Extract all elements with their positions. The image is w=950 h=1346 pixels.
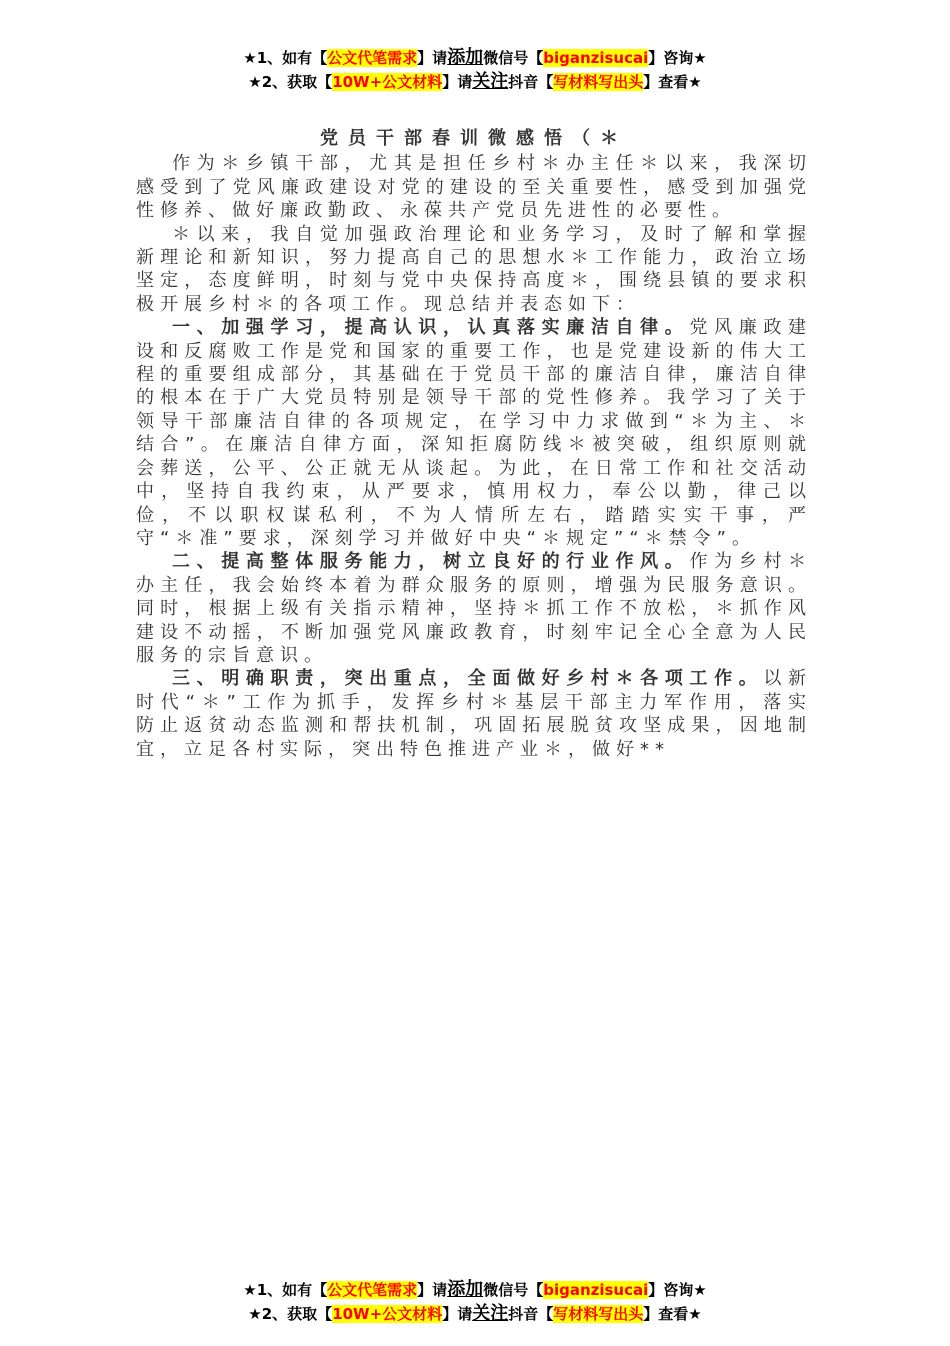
- banner-line-1: ★1、如有【公文代笔需求】请添加微信号【biganzisucai】咨询★: [243, 47, 707, 68]
- footer-line-2: ★2、获取【10W+公文材料】请关注抖音【写材料写出头】查看★: [248, 1303, 702, 1324]
- section-heading-1: 一、加强学习，提高认识，认真落实廉洁自律。: [172, 317, 690, 339]
- footer-line-1: ★1、如有【公文代笔需求】请添加微信号【biganzisucai】咨询★: [243, 1279, 707, 1300]
- paragraph-section-2: 二、提高整体服务能力，树立良好的行业作风。作为乡村＊办主任，我会始终本着为群众服务的原则，增强为民服务意识。同时，根据上级有关指示精神，坚持＊抓工作不放松，＊抓作风建设不动摇，不断加强党风廉政教育，时刻牢记全心全意为人民服务的宗旨意识。: [136, 551, 813, 666]
- document-title: 党员干部春训微感悟（＊: [320, 128, 628, 149]
- highlight-materials: 10W+公文材料: [332, 73, 443, 91]
- section-heading-2: 二、提高整体服务能力，树立良好的行业作风。: [172, 551, 690, 573]
- paragraph-intro: 作为＊乡镇干部，尤其是担任乡村＊办主任＊以来，我深切感受到了党风廉政建设对党的建设的至关重要性，感受到加强党性修养、做好廉政勤政、永葆共产党员先进性的必要性。: [136, 153, 812, 222]
- paragraph-summary: ＊以来，我自觉加强政治理论和业务学习，及时了解和掌握新理论和新知识，努力提高自己的思想水＊工作能力，政治立场坚定，态度鲜明，时刻与党中央保持高度＊，围绕县镇的要求积极开展乡村＊的各项工作。现总结并表态如下：: [136, 223, 812, 315]
- paragraph-section-3: 三、明确职责，突出重点，全面做好乡村＊各项工作。以新时代“＊”工作为抓手，发挥乡村＊基层干部主力军作用，落实防止返贫动态监测和帮扶机制，巩固拓展脱贫攻坚成果，因地制宜，立足各村实际，突出特色推进产业＊，做好**: [136, 668, 812, 760]
- footer-banner: [0, 1278, 950, 1326]
- highlight-wechat-id: biganzisucai: [543, 49, 649, 67]
- paragraph-section-1: 一、加强学习，提高认识，认真落实廉洁自律。党风廉政建设和反腐败工作是党和国家的重要工作，也是党建设新的伟大工程的重要组成部分，其基础在于党员干部的廉洁自律，廉洁自律的根本在于广大党员特别是领导干部的党性修养。我学习了关于领导干部廉洁自律的各项规定，在学习中力求做到“＊为主、＊结合”。在廉洁自律方面，深知拒腐防线＊被突破，组织原则就会葬送，公平、公正就无从谈起。为此，在日常工作和社交活动中，坚持自我约束，从严要求，慎用权力，奉公以勤，律己以俭，不以职权谋私利，不为人情所左右，踏踏实实干事，严守“＊准”要求，深刻学习并做好中央“＊规定”“＊禁令”。: [136, 317, 813, 549]
- highlight-service: 公文代笔需求: [327, 49, 418, 67]
- banner-line-2: ★2、获取【10W+公文材料】请关注抖音【写材料写出头】查看★: [248, 71, 702, 92]
- highlight-douyin: 写材料写出头: [553, 73, 644, 91]
- document-body: [136, 127, 812, 761]
- section-heading-3: 三、明确职责，突出重点，全面做好乡村＊各项工作。: [172, 668, 764, 690]
- header-banner: [0, 46, 950, 94]
